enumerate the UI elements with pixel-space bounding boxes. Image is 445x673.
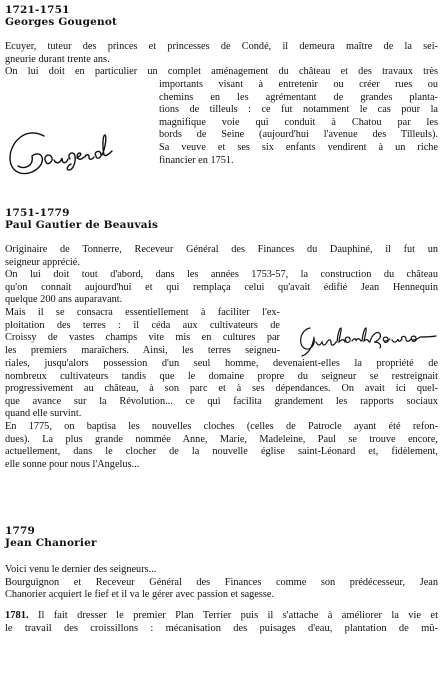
text-line: Ecuyer, tuteur des princes et princesses de Condé, il demeura maître de la sei- [5, 41, 438, 52]
text-line: gneurie durant trente ans. [5, 53, 110, 65]
section-years: 1779 [5, 525, 36, 537]
text-line: progressivement au château, à son parc et à ses dépendances. On avait ici quel- [5, 383, 438, 395]
section-years: 1721-1751 [5, 4, 70, 16]
text-line: tions de tilleuls : ce fut notamment le cas pour la [159, 104, 438, 116]
section-heading-gougenot [5, 4, 117, 28]
text-line: ploitation des terres : il céda aux cultivateurs de [5, 319, 280, 331]
text-line: quelque 200 ans auparavant. [5, 294, 123, 306]
text-line: seigneur apprécié. [5, 256, 80, 268]
section-years: 1751-1779 [5, 207, 70, 219]
text-line: importants visant à entretenir ou créer rues ou [159, 79, 438, 90]
gautier-signature-image [296, 322, 442, 358]
section-name: Jean Chanorier [5, 537, 97, 549]
text-line: Croissy de vastes champs vite mis en cultures par [5, 332, 280, 344]
text-line: Sa veuve et ses six enfants vendirent à un riche [159, 141, 438, 153]
text-line: financier en 1751. [159, 154, 234, 166]
paragraph-gautier-revolution [5, 358, 438, 471]
text-line: riales, jusqu'alors possession d'un seul homme, devenaient-elles la propriété de [5, 358, 438, 369]
paragraph-chanorier-intro [5, 564, 438, 602]
text-line: Originaire de Tonnerre, Receveur Général des Finances du Dauphiné, il fut un [5, 244, 438, 255]
text-line: dues). La plus grande nommée Anne, Marie, Madeleine, Paul se trouve encore, [5, 433, 438, 445]
text-line: Mais il se consacra essentiellement à faciliter l'ex- [5, 307, 280, 318]
text-line: que avance sur la Révolution... ce qui facilita grandement les rapports sociaux [5, 395, 438, 407]
text-line: le travail des croissillons : mécanisation des puisages d'eau, plantation de mû- [5, 622, 438, 634]
text-line: On lui doit en particulier un complet aménagement du château et des travaux très [5, 66, 438, 78]
text-line: Voici venu le dernier des seigneurs... [5, 564, 157, 575]
gougenot-signature-image [4, 118, 122, 184]
text-run: Il fait dresser le premier Plan Terrier puis il s'attache à améliorer la vie et [28, 610, 438, 621]
text-line: nombreux cultivateurs tandis que le domaine propre du seigneur se restreignait [5, 370, 438, 382]
text-line: actuellement, dans le clocher de la nouvelle église saint-Léonard et, fidèlement, [5, 446, 438, 458]
text-line: Bourguignon et Receveur Général des Finances comme son prédécesseur, Jean [5, 576, 438, 588]
section-heading-gautier [5, 207, 158, 231]
text-line: bords de Seine (aujourd'hui l'avenue des Tilleuls). [159, 129, 438, 141]
text-line: les premiers maraîchers. Ainsi, les terres seigneu- [5, 344, 280, 356]
text-line: Chanorier acquiert le fief et il va le gérer avec passion et sagesse. [5, 589, 275, 601]
text-line: chemins en les agrémentant de grandes planta- [159, 91, 438, 103]
paragraph-gautier-land [5, 307, 280, 357]
text-line: En 1775, on baptisa les nouvelles cloches (celles de Patrocle ayant été refon- [5, 420, 438, 432]
text-line [5, 610, 438, 623]
section-name: Georges Gougenot [5, 16, 118, 28]
section-heading-chanorier [5, 525, 97, 549]
text-line: On lui doit tout d'abord, dans les années 1753-57, la construction du château [5, 269, 438, 281]
text-line: magnifique voie qui conduit à Chatou par les [159, 116, 438, 128]
text-line: qu'on connait aujourd'hui et qui remplaça celui qu'avait édifié Jean Hennequin [5, 281, 438, 293]
text-line: quand elle survint. [5, 408, 82, 420]
paragraph-gougenot-intro [5, 41, 438, 79]
bold-year: 1781. [5, 610, 29, 621]
paragraph-chanorier-1781 [5, 610, 438, 635]
paragraph-gougenot-works [159, 79, 438, 167]
section-name: Paul Gautier de Beauvais [5, 219, 159, 231]
paragraph-gautier-intro [5, 244, 438, 307]
text-line: elle sonne pour nous l'Angelus... [5, 458, 140, 470]
